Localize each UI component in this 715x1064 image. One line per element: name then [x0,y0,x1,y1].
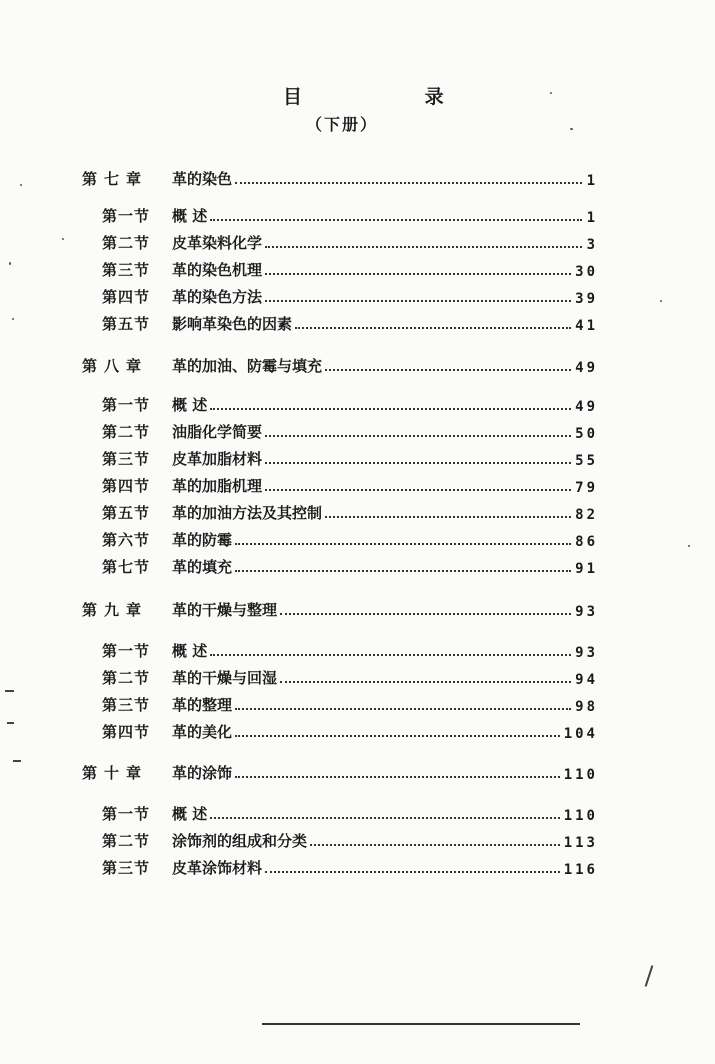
page-number: 94 [575,672,598,688]
chapter-title: 革的加油、防霉与填充 [172,357,323,375]
toc-section [102,718,598,742]
section-title: 革的加脂机理 [172,477,263,495]
page-number: 110 [563,808,598,824]
dot-leader [210,816,559,819]
chapter-label: 第八章 [82,357,149,375]
dot-leader [265,870,560,873]
section-label: 第一节 [102,805,151,823]
chapter-title: 革的涂饰 [172,764,233,782]
page-number: 1 [586,173,598,189]
chapter-label: 第九章 [82,601,149,619]
page-number: 55 [575,453,598,469]
toc-section [102,691,598,715]
section-label: 第六节 [102,531,151,549]
dot-leader [265,488,571,491]
section-title: 概 述 [172,396,208,414]
bottom-rule [262,1023,580,1025]
page-number: 79 [575,480,598,496]
section-title: 概 述 [172,805,208,823]
page-number: 30 [575,264,598,280]
section-label: 第一节 [102,396,151,414]
page-number: 41 [575,318,598,334]
toc-section [102,800,598,824]
page-number: 113 [563,835,598,851]
page-number: 50 [575,426,598,442]
section-label: 第三节 [102,450,151,468]
toc-section [102,202,598,226]
dot-leader [235,569,571,572]
scan-mark [7,722,14,724]
section-label: 第三节 [102,261,151,279]
dot-leader [235,775,560,778]
page-number: 49 [575,399,598,415]
dot-leader [325,515,571,518]
section-title: 革的干燥与回湿 [172,669,278,687]
section-label: 第二节 [102,423,151,441]
section-title: 革的美化 [172,723,233,741]
section-label: 第四节 [102,477,151,495]
section-label: 第三节 [102,859,151,877]
toc-chapter-7 [82,165,598,189]
section-title: 革的加油方法及其控制 [172,504,323,522]
section-title: 皮革染料化学 [172,234,263,252]
page-subtitle: （下册） [306,115,379,134]
section-title: 皮革涂饰材料 [172,859,263,877]
section-label: 第三节 [102,696,151,714]
page-number: 1 [586,210,598,226]
section-title: 影响革染色的因素 [172,315,293,333]
toc-section [102,256,598,280]
page-number: 49 [575,360,598,376]
chapter-label: 第十章 [82,764,149,782]
section-title: 革的整理 [172,696,233,714]
page-number: 86 [575,534,598,550]
section-title: 革的染色机理 [172,261,263,279]
toc-section [102,553,598,577]
dot-leader [210,218,582,221]
section-title: 革的填充 [172,558,233,576]
dot-leader [325,368,571,371]
dot-leader [265,434,571,437]
scan-mark [13,760,21,762]
dot-leader [295,326,571,329]
section-label: 第七节 [102,558,151,576]
toc-section [102,229,598,253]
section-title: 革的染色方法 [172,288,263,306]
page-number: 93 [575,604,598,620]
dot-leader [265,272,571,275]
section-title: 涂饰剂的组成和分类 [172,832,308,850]
dot-leader [235,181,582,184]
section-title: 皮革加脂材料 [172,450,263,468]
toc-chapter-8 [82,352,598,376]
page-number: 110 [563,767,598,783]
chapter-label: 第七章 [82,170,149,188]
section-title: 概 述 [172,207,208,225]
dot-leader [265,299,571,302]
section-title: 革的防霉 [172,531,233,549]
section-label: 第五节 [102,315,151,333]
page-number: 104 [563,726,598,742]
toc-section [102,854,598,878]
toc-section [102,472,598,496]
page-number: 116 [563,862,598,878]
section-label: 第二节 [102,234,151,252]
section-label: 第一节 [102,207,151,225]
toc-section [102,637,598,661]
dot-leader [280,680,571,683]
toc-section [102,526,598,550]
page-number: 82 [575,507,598,523]
section-title: 概 述 [172,642,208,660]
chapter-title: 革的染色 [172,170,233,188]
dot-leader [265,245,582,248]
page-number: 98 [575,699,598,715]
dot-leader [280,612,571,615]
page-title: 目 录 [283,86,502,108]
page-number: 91 [575,561,598,577]
page-number: 39 [575,291,598,307]
chapter-title: 革的干燥与整理 [172,601,278,619]
section-title: 油脂化学简要 [172,423,263,441]
scan-mark [5,690,14,692]
toc-section [102,445,598,469]
page-number: 3 [586,237,598,253]
section-label: 第二节 [102,832,151,850]
dot-leader [235,734,560,737]
section-label: 第二节 [102,669,151,687]
toc-section [102,391,598,415]
toc-section [102,499,598,523]
dot-leader [310,843,560,846]
dot-leader [210,407,571,410]
toc-section [102,664,598,688]
toc-chapter-9 [82,596,598,620]
toc-chapter-10 [82,759,598,783]
section-label: 第一节 [102,642,151,660]
section-label: 第五节 [102,504,151,522]
dot-leader [265,461,571,464]
toc-section [102,418,598,442]
toc-section [102,283,598,307]
section-label: 第四节 [102,288,151,306]
page-number: 93 [575,645,598,661]
toc-section [102,827,598,851]
dot-leader [235,707,571,710]
dot-leader [235,542,571,545]
dot-leader [210,653,571,656]
toc-section [102,310,598,334]
section-label: 第四节 [102,723,151,741]
